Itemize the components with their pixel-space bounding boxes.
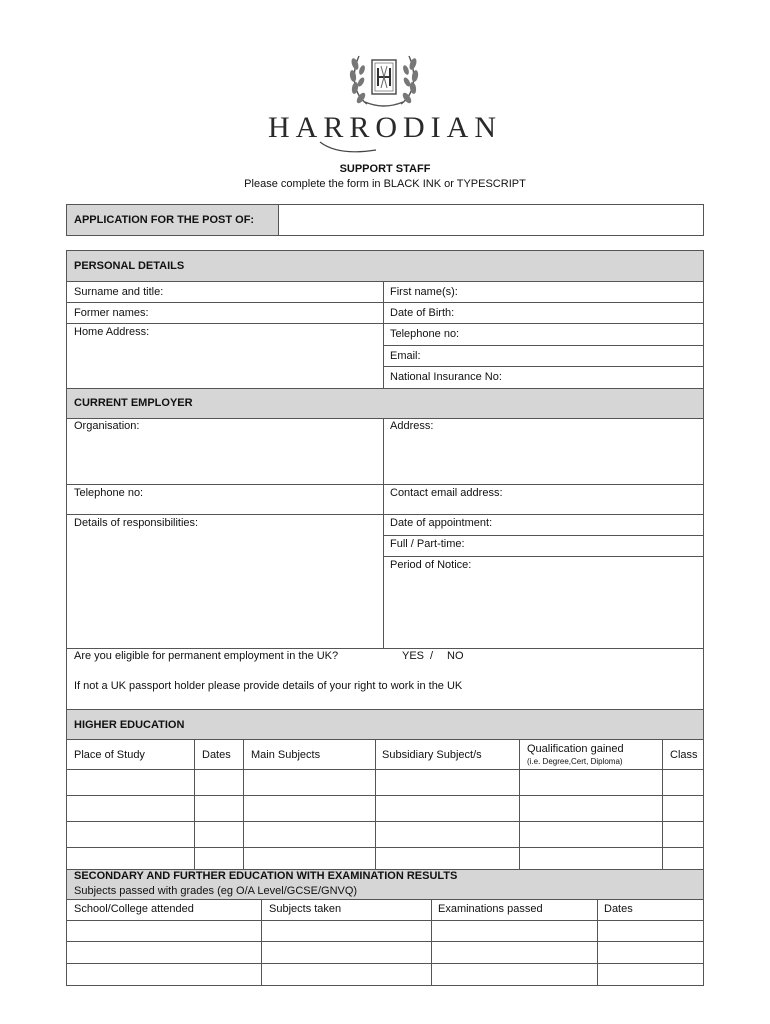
employer-heading: CURRENT EMPLOYER xyxy=(74,397,193,409)
secondary-row[interactable] xyxy=(67,921,703,940)
dob-field[interactable]: Date of Birth: xyxy=(390,307,455,319)
col-main-subjects: Main Subjects xyxy=(251,749,321,761)
organisation-field[interactable]: Organisation: xyxy=(74,420,140,432)
notice-period-field[interactable]: Period of Notice: xyxy=(390,559,472,571)
secondary-subheading: Subjects passed with grades (eg O/A Level/GCSE/GNVQ) xyxy=(74,885,358,897)
responsibilities-field[interactable]: Details of responsibilities: xyxy=(74,517,199,529)
col-qualification-note: (i.e. Degree,Cert, Diploma) xyxy=(527,757,623,766)
surname-field[interactable]: Surname and title: xyxy=(74,286,164,298)
eligible-no-option[interactable]: NO xyxy=(447,650,464,662)
employer-telephone-field[interactable]: Telephone no: xyxy=(74,487,144,499)
higher-ed-heading: HIGHER EDUCATION xyxy=(74,719,185,731)
form-instruction: Please complete the form in BLACK INK or TYPESCRIPT xyxy=(244,178,526,190)
col-subjects-taken: Subjects taken xyxy=(269,903,342,915)
home-address-field[interactable]: Home Address: xyxy=(74,326,150,338)
eligible-yes-option[interactable]: YES xyxy=(402,650,425,662)
form-title: SUPPORT STAFF xyxy=(339,163,431,175)
secondary-row[interactable] xyxy=(67,964,703,985)
ni-field[interactable]: National Insurance No: xyxy=(390,371,502,383)
col-qualification: Qualification gained xyxy=(527,743,624,755)
email-field[interactable]: Email: xyxy=(390,350,421,362)
col-examinations-passed: Examinations passed xyxy=(438,903,543,915)
col-school-college: School/College attended xyxy=(74,903,194,915)
col-subsidiary-subjects: Subsidiary Subject/s xyxy=(382,749,482,761)
crest-icon xyxy=(345,44,423,112)
telephone-field[interactable]: Telephone no: xyxy=(390,328,460,340)
full-part-time-field[interactable]: Full / Part-time: xyxy=(390,538,465,550)
contact-email-field[interactable]: Contact email address: xyxy=(390,487,503,499)
former-names-field[interactable]: Former names: xyxy=(74,307,149,319)
personal-heading: PERSONAL DETAILS xyxy=(74,260,185,272)
col-secondary-dates: Dates xyxy=(604,903,633,915)
first-names-field[interactable]: First name(s): xyxy=(390,286,458,298)
eligible-separator: / xyxy=(430,650,434,662)
higher-ed-row[interactable] xyxy=(67,822,703,846)
post-label: APPLICATION FOR THE POST OF: xyxy=(74,214,255,226)
secondary-row[interactable] xyxy=(67,942,703,962)
employer-address-field[interactable]: Address: xyxy=(390,420,434,432)
col-dates: Dates xyxy=(202,749,231,761)
eligibility-question: Are you eligible for permanent employment in the UK? xyxy=(74,650,339,662)
higher-ed-row[interactable] xyxy=(67,848,703,868)
date-appointment-field[interactable]: Date of appointment: xyxy=(390,517,493,529)
brand-swoosh xyxy=(318,140,378,158)
secondary-heading: SECONDARY AND FURTHER EDUCATION WITH EXAMINATION RESULTS xyxy=(74,870,458,882)
col-class: Class xyxy=(670,749,698,761)
col-place-of-study: Place of Study xyxy=(74,749,145,761)
post-input[interactable] xyxy=(290,214,695,228)
passport-details-field[interactable]: If not a UK passport holder please provide details of your right to work in the UK xyxy=(74,680,463,692)
brand-name: HARRODIAN xyxy=(268,111,502,144)
higher-ed-row[interactable] xyxy=(67,796,703,820)
higher-ed-row[interactable] xyxy=(67,770,703,794)
